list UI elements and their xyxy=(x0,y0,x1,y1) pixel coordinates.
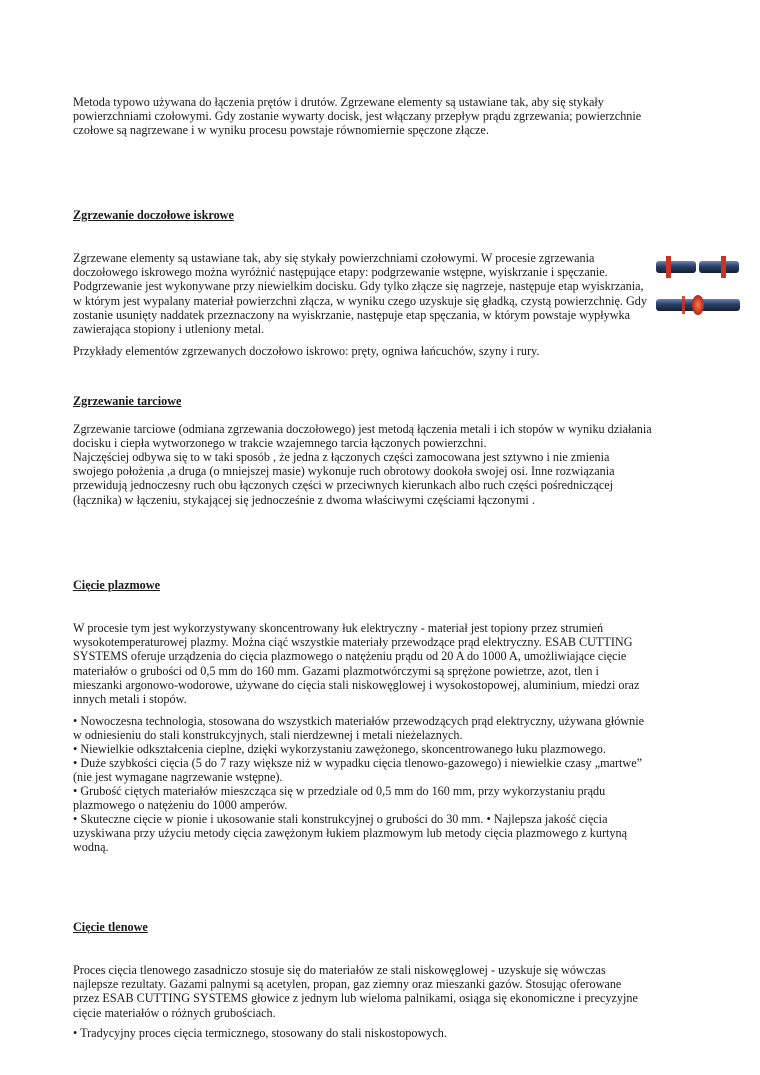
heading-plasma-cutting: Cięcie plazmowe xyxy=(73,578,160,592)
flash-paragraph-1: Zgrzewane elementy są ustawiane tak, aby się stykały powierzchniami czołowymi. W procesie zgrzewania doczołowego iskrowego można wyróżnić następujące etapy: podgrzewanie wstępne, wyiskrzanie i spęczanie. Podgrzewanie jest wykonywane przy niewielkim docisku. Gdy tylko złącze się nagrzeje, następuje etap wyiskrzania, w którym jest wypalany materiał powierzchni złącza, w wyniku czego uzyskuje się gładką, czystą powierzchnię. Gdy zostanie usunięty naddatek przeznaczony na wyiskrzanie, następuje etap spęczania, w którym powstaje wypływka zawierająca stopiony i utleniony metal. xyxy=(73,251,647,337)
rod-left-upper xyxy=(656,261,696,273)
rods-after-welding xyxy=(656,295,740,315)
rod-right-upper xyxy=(699,261,739,273)
plasma-bullet-3: • Duże szybkości cięcia (5 do 7 razy większe niż w wypadku cięcia tlenowo-gazowego) i niewielkie czasy „martwe” (nie jest wymagane nagrzewanie wstępne). xyxy=(73,756,643,785)
flash-welding-illustration xyxy=(652,247,744,325)
oxy-bullet-1: • Tradycyjny proces cięcia termicznego, stosowany do stali niskostopowych. xyxy=(73,1026,447,1040)
plasma-bullet-5: • Skuteczne cięcie w pionie i ukosowanie stali konstrukcyjnej o grubości do 30 mm. • Najlepsza jakość cięcia uzyskiwana przy użyciu metody cięcia zawężonym łukiem plazmowym lub metody cięcia plazmowego z kurtyną wodną. xyxy=(73,812,627,855)
heading-flash-butt-welding: Zgrzewanie doczołowe iskrowe xyxy=(73,208,234,222)
friction-paragraph-2: Najczęściej odbywa się to w taki sposób , że jedna z łączonych części zamocowana jest sztywno i nie zmienia swojego położenia ,a druga (o mniejszej masie) wykonuje ruch obrotowy dookoła swojej osi. Inne rozwiązania przewidują jednoczesny ruch obu łączonych części w przeciwnych kierunkach albo ruch części pośredniczącej (łącznika) w łączeniu, stykającej się jednocześnie z dwoma właściwymi częściami łączonymi . xyxy=(73,450,615,507)
plasma-bullet-1: • Nowoczesna technologia, stosowana do wszystkich materiałów przewodzących prąd elektryczny, używana głównie w odniesieniu do stali konstrukcyjnych, stali nierdzewnej i metali nieżelaznych. xyxy=(73,714,645,743)
rods-before-welding xyxy=(656,256,739,278)
heading-friction-welding: Zgrzewanie tarciowe xyxy=(73,394,182,408)
friction-paragraph-1: Zgrzewanie tarciowe (odmiana zgrzewania doczołowego) jest metodą łączenia metali i ich stopów w wyniku działania docisku i ciepła wytworzonego w trakcie wzajemnego tarcia łączonych powierzchni. xyxy=(73,422,652,451)
plasma-bullet-4: • Grubość ciętych materiałów mieszcząca się w przedziale od 0,5 mm do 160 mm, przy wykorzystaniu prądu plazmowego o natężeniu do 1000 amperów. xyxy=(73,784,606,813)
flash-paragraph-2: Przykłady elementów zgrzewanych doczołowo iskrowo: pręty, ogniwa łańcuchów, szyny i rury. xyxy=(73,344,540,358)
intro-paragraph: Metoda typowo używana do łączenia prętów i drutów. Zgrzewane elementy są ustawiane tak, aby się stykały powierzchniami czołowymi. Gdy zostanie wywarty docisk, jest włączany przepływ prądu zgrzewania; powierzchnie czołowe są nagrzewane i w wyniku procesu powstaje równomiernie spęczone złącze. xyxy=(73,95,642,138)
plasma-bullet-2: • Niewielkie odkształcenia cieplne, dzięki wykorzystaniu zawężonego, skoncentrowanego łuku plazmowego. xyxy=(73,742,606,756)
weld-upset-bulge xyxy=(692,295,704,315)
plasma-paragraph: W procesie tym jest wykorzystywany skoncentrowany łuk elektryczny - materiał jest topiony przez strumień wysokotemperaturowej plazmy. Można ciąć wszystkie materiały przewodzące prąd elektryczny. ESAB CUTTING SYSTEMS oferuje urządzenia do cięcia plazmowego o natężeniu prądu od 20 A do 1000 A, umożliwiające cięcie materiałów o grubości od 0,5 mm do 160 mm. Gazami plazmotwórczymi są sprężone powietrze, azot, tlen i mieszanki argonowo-wodorowe, używane do cięcia stali niskowęglowej i wysokostopowej, aluminium, miedzi oraz innych metali i stopów. xyxy=(73,621,640,707)
heading-oxy-cutting: Cięcie tlenowe xyxy=(73,920,148,934)
clamp-left-upper xyxy=(666,256,671,278)
oxy-paragraph: Proces cięcia tlenowego zasadniczo stosuje się do materiałów ze stali niskowęglowej - uzyskuje się wówczas najlepsze rezultaty. Gazami palnymi są acetylen, propan, gaz ziemny oraz mieszanki gazów. Stosując oferowane przez ESAB CUTTING SYSTEMS głowice z jednym lub wieloma palnikami, osiąga się ekonomiczne i precyzyjne cięcie materiałów o różnych grubościach. xyxy=(73,963,638,1020)
clamp-right-upper xyxy=(721,256,726,278)
clamp-left-lower xyxy=(682,296,685,314)
